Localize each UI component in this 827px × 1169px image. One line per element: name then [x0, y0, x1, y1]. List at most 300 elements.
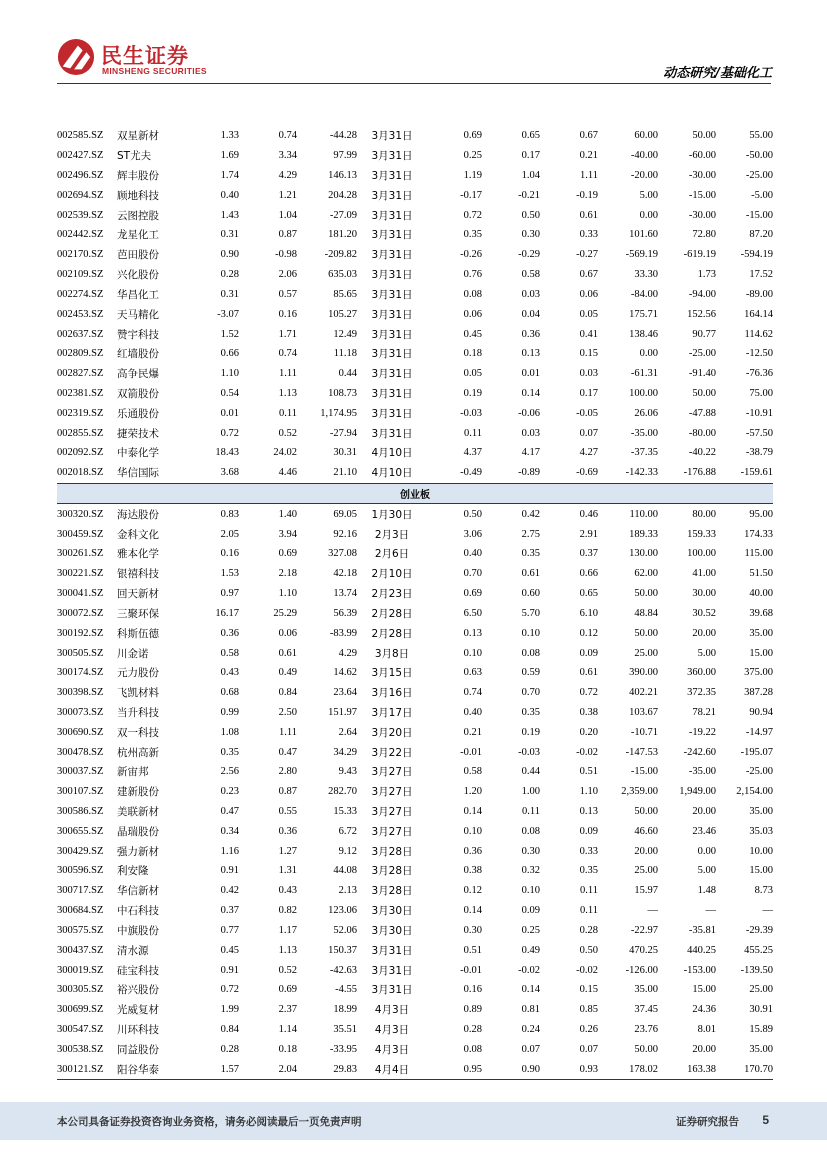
stock-code-cell: 002809.SZ [57, 348, 104, 360]
value-cell: 0.13 [463, 627, 482, 639]
value-cell: -0.89 [482, 463, 540, 483]
value-cell: -33.95 [329, 1043, 357, 1055]
value-cell: 2,154.00 [736, 786, 773, 798]
value-cell: 0.49 [521, 944, 540, 956]
value-cell: 1.19 [463, 170, 482, 182]
table-row [57, 324, 773, 344]
value-cell: 2.18 [278, 568, 297, 580]
value-cell: 0.57 [278, 288, 297, 300]
value-cell: 1.74 [220, 170, 239, 182]
value-cell: 0.00 [639, 348, 658, 360]
value-cell: -0.01 [460, 746, 482, 758]
value-cell: 0.09 [579, 647, 598, 659]
stock-name-cell: 金科文化 [117, 528, 159, 541]
value-cell: 0.11 [580, 905, 598, 917]
value-cell: 0.69 [463, 588, 482, 600]
value-cell: 0.76 [463, 269, 482, 281]
stock-name-cell: 杭州高新 [117, 746, 159, 759]
value-cell: -35.81 [688, 924, 716, 936]
table-row [57, 1059, 773, 1079]
value-cell: 20.00 [692, 806, 716, 818]
value-cell: 1.14 [278, 1023, 297, 1035]
stock-name-cell: 利安隆 [117, 865, 149, 878]
value-cell: 0.05 [463, 368, 482, 380]
table-row [57, 802, 773, 822]
value-cell: -0.21 [518, 189, 540, 201]
value-cell: 90.77 [692, 328, 716, 340]
table-row [57, 205, 773, 225]
value-cell: -0.98 [275, 249, 297, 261]
stock-code-cell: 300192.SZ [57, 627, 104, 639]
value-cell: 75.00 [749, 387, 773, 399]
value-cell: 360.00 [687, 667, 716, 679]
value-cell: 1.31 [278, 865, 297, 877]
table-row [57, 185, 773, 205]
date-cell: 2月10日 [371, 568, 413, 581]
stock-name-cell: 元力股份 [117, 667, 159, 680]
stock-code-cell: 002274.SZ [57, 288, 104, 300]
value-cell: 35.51 [333, 1023, 357, 1035]
value-cell: 0.13 [521, 348, 540, 360]
value-cell: 1.04 [521, 170, 540, 182]
stock-name-cell: 中石科技 [117, 905, 159, 918]
stock-code-cell: 300174.SZ [57, 667, 104, 679]
value-cell: 0.37 [220, 905, 239, 917]
stock-name-cell: 科斯伍德 [117, 627, 159, 640]
value-cell: 181.20 [328, 229, 357, 241]
value-cell: 29.83 [297, 1059, 357, 1079]
value-cell: -20.00 [630, 170, 658, 182]
stock-name-cell: 华昌化工 [117, 288, 159, 301]
value-cell: -0.19 [576, 189, 598, 201]
value-cell: 92.16 [333, 528, 357, 540]
stock-code-cell: 300690.SZ [57, 726, 104, 738]
value-cell: 0.04 [521, 308, 540, 320]
value-cell: 1.11 [279, 368, 297, 380]
table-row [57, 344, 773, 364]
date-cell: 1月30日 [371, 508, 413, 521]
value-cell: 0.31 [220, 288, 239, 300]
value-cell: 0.69 [278, 548, 297, 560]
value-cell: 6.10 [579, 607, 598, 619]
stock-code-cell: 002496.SZ [57, 170, 104, 182]
date-cell: 3月31日 [371, 269, 413, 282]
stock-code-cell: 002585.SZ [57, 130, 104, 142]
stock-code-cell: 300107.SZ [57, 786, 104, 798]
value-cell: -0.26 [460, 249, 482, 261]
value-cell: 13.74 [333, 588, 357, 600]
value-cell: 0.68 [220, 687, 239, 699]
value-cell: -61.31 [630, 368, 658, 380]
value-cell: 0.12 [463, 885, 482, 897]
stock-code-cell: 300073.SZ [57, 706, 104, 718]
value-cell: 0.63 [463, 667, 482, 679]
value-cell: 0.70 [463, 568, 482, 580]
value-cell: 35.00 [634, 984, 658, 996]
stock-code-cell: 300547.SZ [57, 1023, 104, 1035]
stock-code-cell: 300121.SZ [57, 1059, 117, 1079]
value-cell: -3.07 [217, 308, 239, 320]
stock-name-cell: 强力新材 [117, 845, 159, 858]
stock-name-cell: 新宙邦 [117, 766, 149, 779]
value-cell: 151.97 [328, 706, 357, 718]
value-cell: 0.46 [579, 508, 598, 520]
date-cell: 3月27日 [371, 825, 413, 838]
table-row [57, 861, 773, 881]
value-cell: — [705, 905, 716, 917]
stock-name-cell: 晶瑞股份 [117, 825, 159, 838]
value-cell: 41.00 [692, 568, 716, 580]
value-cell: 2.91 [579, 528, 598, 540]
value-cell: 55.00 [749, 130, 773, 142]
value-cell: 174.33 [744, 528, 773, 540]
stock-name-cell: 裕兴股份 [117, 984, 159, 997]
value-cell: 24.36 [692, 1004, 716, 1016]
value-cell: 0.54 [220, 387, 239, 399]
value-cell: 0.13 [579, 806, 598, 818]
value-cell: 0.55 [278, 806, 297, 818]
value-cell: 5.00 [639, 189, 658, 201]
stock-name-cell: 华信新材 [117, 885, 159, 898]
value-cell: 5.00 [697, 865, 716, 877]
value-cell: 0.52 [278, 964, 297, 976]
value-cell: 0.36 [521, 328, 540, 340]
value-cell: 0.72 [220, 984, 239, 996]
table-row [57, 623, 773, 643]
section-label: 创业板 [57, 483, 773, 504]
stock-name-cell: 顾地科技 [117, 189, 159, 202]
stock-name-cell: 阳谷华泰 [117, 1059, 197, 1079]
date-cell: 3月31日 [371, 209, 413, 222]
date-cell: 3月31日 [371, 170, 413, 183]
value-cell: -0.17 [460, 189, 482, 201]
value-cell: 37.45 [634, 1004, 658, 1016]
value-cell: 0.15 [579, 348, 598, 360]
value-cell: 0.74 [278, 130, 297, 142]
value-cell: 50.00 [692, 387, 716, 399]
date-cell: 3月31日 [371, 308, 413, 321]
value-cell: 3.68 [197, 463, 239, 483]
date-cell: 3月31日 [371, 229, 413, 242]
value-cell: 0.00 [697, 845, 716, 857]
stock-code-cell: 300717.SZ [57, 885, 104, 897]
stock-name-cell: 飞凯材料 [117, 687, 159, 700]
value-cell: 0.18 [278, 1043, 297, 1055]
table-row [57, 126, 773, 146]
value-cell: -40.00 [630, 150, 658, 162]
value-cell: 0.30 [463, 924, 482, 936]
stock-code-cell: 300072.SZ [57, 607, 104, 619]
value-cell: 50.00 [634, 806, 658, 818]
document-type: 动态研究/基础化工 [663, 66, 772, 81]
stock-code-cell: 300437.SZ [57, 944, 104, 956]
value-cell: 0.33 [579, 845, 598, 857]
value-cell: 62.00 [634, 568, 658, 580]
header-divider [57, 83, 771, 84]
value-cell: 175.71 [629, 308, 658, 320]
value-cell: 0.44 [521, 766, 540, 778]
stock-code-cell: 300429.SZ [57, 845, 104, 857]
date-cell: 3月22日 [371, 746, 413, 759]
value-cell: -37.35 [630, 447, 658, 459]
table-row [57, 304, 773, 324]
table-row [57, 881, 773, 901]
value-cell: — [647, 905, 658, 917]
value-cell: 0.23 [220, 786, 239, 798]
value-cell: 15.00 [749, 865, 773, 877]
stock-code-cell: 300019.SZ [57, 964, 104, 976]
value-cell: 42.18 [333, 568, 357, 580]
table-row [57, 921, 773, 941]
value-cell: 1.73 [697, 269, 716, 281]
value-cell: 0.99 [220, 706, 239, 718]
value-cell: -15.00 [745, 209, 773, 221]
table-row [57, 423, 773, 443]
value-cell: 0.38 [579, 706, 598, 718]
value-cell: 0.89 [463, 1004, 482, 1016]
value-cell: 1.20 [463, 786, 482, 798]
value-cell: 0.41 [579, 328, 598, 340]
value-cell: 1.71 [278, 328, 297, 340]
value-cell: 18.43 [215, 447, 239, 459]
value-cell: 0.40 [463, 548, 482, 560]
footer-report-type: 证券研究报告 [676, 1116, 739, 1128]
value-cell: 97.99 [333, 150, 357, 162]
value-cell: 0.10 [521, 885, 540, 897]
value-cell: 1.08 [220, 726, 239, 738]
stock-code-cell: 002381.SZ [57, 387, 104, 399]
value-cell: 0.33 [579, 229, 598, 241]
value-cell: 0.84 [278, 687, 297, 699]
value-cell: 163.38 [658, 1059, 716, 1079]
table-row [57, 524, 773, 544]
value-cell: -0.02 [576, 964, 598, 976]
minsheng-logo [57, 38, 207, 78]
date-cell: 3月28日 [371, 865, 413, 878]
value-cell: 23.76 [634, 1023, 658, 1035]
value-cell: 10.00 [749, 845, 773, 857]
value-cell: -89.00 [745, 288, 773, 300]
date-cell: 2月6日 [374, 548, 410, 561]
value-cell: 0.25 [463, 150, 482, 162]
value-cell: 69.05 [333, 508, 357, 520]
date-cell: 3月31日 [371, 984, 413, 997]
table-row [57, 265, 773, 285]
stock-name-cell: 同益股份 [117, 1043, 159, 1056]
date-cell: 3月30日 [371, 905, 413, 918]
value-cell: 0.90 [220, 249, 239, 261]
value-cell: -14.97 [745, 726, 773, 738]
value-cell: 0.05 [579, 308, 598, 320]
page-footer [0, 1102, 827, 1140]
value-cell: -76.36 [745, 368, 773, 380]
value-cell: 0.47 [278, 746, 297, 758]
table-row [57, 782, 773, 802]
value-cell: 2.64 [338, 726, 357, 738]
value-cell: 4.37 [463, 447, 482, 459]
stock-code-cell: 300041.SZ [57, 588, 104, 600]
value-cell: 164.14 [744, 308, 773, 320]
stock-name-cell: 双星新材 [117, 130, 159, 143]
value-cell: 0.74 [463, 687, 482, 699]
value-cell: 0.36 [463, 845, 482, 857]
value-cell: 25.29 [273, 607, 297, 619]
value-cell: 2.56 [220, 766, 239, 778]
stock-code-cell: 002539.SZ [57, 209, 104, 221]
value-cell: 0.35 [220, 746, 239, 758]
value-cell: 0.07 [521, 1043, 540, 1055]
value-cell: 87.20 [749, 229, 773, 241]
stock-name-cell: 川环科技 [117, 1023, 159, 1036]
stock-name-cell: 兴化股份 [117, 269, 159, 282]
value-cell: 0.01 [220, 407, 239, 419]
value-cell: 4.29 [338, 647, 357, 659]
value-cell: 635.03 [328, 269, 357, 281]
value-cell: 115.00 [744, 548, 773, 560]
table-row [57, 1000, 773, 1020]
value-cell: 0.14 [463, 905, 482, 917]
value-cell: 44.08 [333, 865, 357, 877]
value-cell: 0.30 [521, 845, 540, 857]
value-cell: -25.00 [745, 170, 773, 182]
value-cell: -30.00 [688, 209, 716, 221]
stock-name-cell: 红墙股份 [117, 348, 159, 361]
stock-code-cell: 002442.SZ [57, 229, 104, 241]
date-cell: 4月3日 [374, 1023, 410, 1036]
stock-name-cell: 龙星化工 [117, 229, 159, 242]
value-cell: 178.02 [598, 1059, 658, 1079]
date-cell: 2月28日 [371, 607, 413, 620]
value-cell: 35.00 [749, 806, 773, 818]
stock-name-cell: 云图控股 [117, 209, 159, 222]
value-cell: 0.50 [579, 944, 598, 956]
value-cell: 0.25 [521, 924, 540, 936]
value-cell: -25.00 [745, 766, 773, 778]
date-cell: 3月31日 [371, 130, 413, 143]
stock-code-cell: 300655.SZ [57, 825, 104, 837]
value-cell: 1.13 [278, 944, 297, 956]
value-cell: 0.72 [220, 427, 239, 439]
table-row [57, 443, 773, 463]
value-cell: 0.03 [521, 288, 540, 300]
stock-code-cell: 300261.SZ [57, 548, 104, 560]
value-cell: -209.82 [324, 249, 357, 261]
value-cell: 23.64 [333, 687, 357, 699]
value-cell: 0.52 [278, 427, 297, 439]
value-cell: 15.89 [749, 1023, 773, 1035]
stock-name-cell: 建新股份 [117, 786, 159, 799]
value-cell: -0.01 [460, 964, 482, 976]
value-cell: 2.50 [278, 706, 297, 718]
value-cell: -15.00 [688, 189, 716, 201]
table-row [57, 584, 773, 604]
value-cell: 1.10 [220, 368, 239, 380]
table-row [57, 683, 773, 703]
value-cell: 2.05 [220, 528, 239, 540]
table-row [57, 564, 773, 584]
value-cell: 0.87 [278, 229, 297, 241]
stock-code-cell: 300575.SZ [57, 924, 104, 936]
value-cell: 0.65 [579, 588, 598, 600]
value-cell: — [762, 905, 773, 917]
value-cell: -594.19 [740, 249, 773, 261]
value-cell: 204.28 [328, 189, 357, 201]
value-cell: 5.00 [697, 647, 716, 659]
value-cell: 0.77 [220, 924, 239, 936]
table-row [57, 604, 773, 624]
table-row [57, 940, 773, 960]
value-cell: 5.70 [521, 607, 540, 619]
value-cell: 3.06 [463, 528, 482, 540]
value-cell: -60.00 [688, 150, 716, 162]
value-cell: 123.06 [328, 905, 357, 917]
value-cell: 110.00 [629, 508, 658, 520]
value-cell: 0.38 [463, 865, 482, 877]
value-cell: 15.00 [692, 984, 716, 996]
date-cell: 4月10日 [371, 447, 413, 460]
value-cell: -0.03 [518, 746, 540, 758]
value-cell: 138.46 [629, 328, 658, 340]
value-cell: 0.74 [278, 348, 297, 360]
value-cell: 0.17 [521, 150, 540, 162]
value-cell: -0.69 [540, 463, 598, 483]
value-cell: 150.37 [328, 944, 357, 956]
value-cell: 0.81 [521, 1004, 540, 1016]
date-cell: 3月16日 [371, 687, 413, 700]
value-cell: 387.28 [744, 687, 773, 699]
value-cell: -83.99 [329, 627, 357, 639]
date-cell: 2月28日 [371, 627, 413, 640]
value-cell: -242.60 [683, 746, 716, 758]
value-cell: 0.30 [521, 229, 540, 241]
value-cell: 0.82 [278, 905, 297, 917]
value-cell: 0.45 [463, 328, 482, 340]
date-cell: 2月3日 [374, 528, 410, 541]
value-cell: 0.09 [579, 825, 598, 837]
value-cell: 0.11 [522, 806, 540, 818]
value-cell: 2.06 [278, 269, 297, 281]
stock-code-cell: 002109.SZ [57, 269, 104, 281]
stock-name-cell: 海达股份 [117, 508, 159, 521]
date-cell: 3月27日 [371, 806, 413, 819]
value-cell: 440.25 [687, 944, 716, 956]
date-cell: 4月3日 [374, 1004, 410, 1017]
value-cell: -19.22 [688, 726, 716, 738]
value-cell: 1.17 [278, 924, 297, 936]
stock-name-cell: 辉丰股份 [117, 170, 159, 183]
value-cell: 0.07 [579, 427, 598, 439]
value-cell: 0.16 [220, 548, 239, 560]
value-cell: 2.75 [521, 528, 540, 540]
value-cell: -35.00 [630, 427, 658, 439]
table-row [57, 841, 773, 861]
value-cell: 50.00 [634, 588, 658, 600]
stock-code-cell: 002018.SZ [57, 463, 117, 483]
stock-code-cell: 002427.SZ [57, 150, 104, 162]
value-cell: 48.84 [634, 607, 658, 619]
value-cell: 1,949.00 [679, 786, 716, 798]
table-row [57, 384, 773, 404]
value-cell: -29.39 [745, 924, 773, 936]
value-cell: 0.09 [521, 905, 540, 917]
value-cell: -12.50 [745, 348, 773, 360]
value-cell: 372.35 [687, 687, 716, 699]
value-cell: 0.08 [521, 825, 540, 837]
stock-code-cell: 300037.SZ [57, 766, 104, 778]
value-cell: 0.61 [579, 667, 598, 679]
value-cell: 0.17 [579, 387, 598, 399]
value-cell: 20.00 [692, 1043, 716, 1055]
